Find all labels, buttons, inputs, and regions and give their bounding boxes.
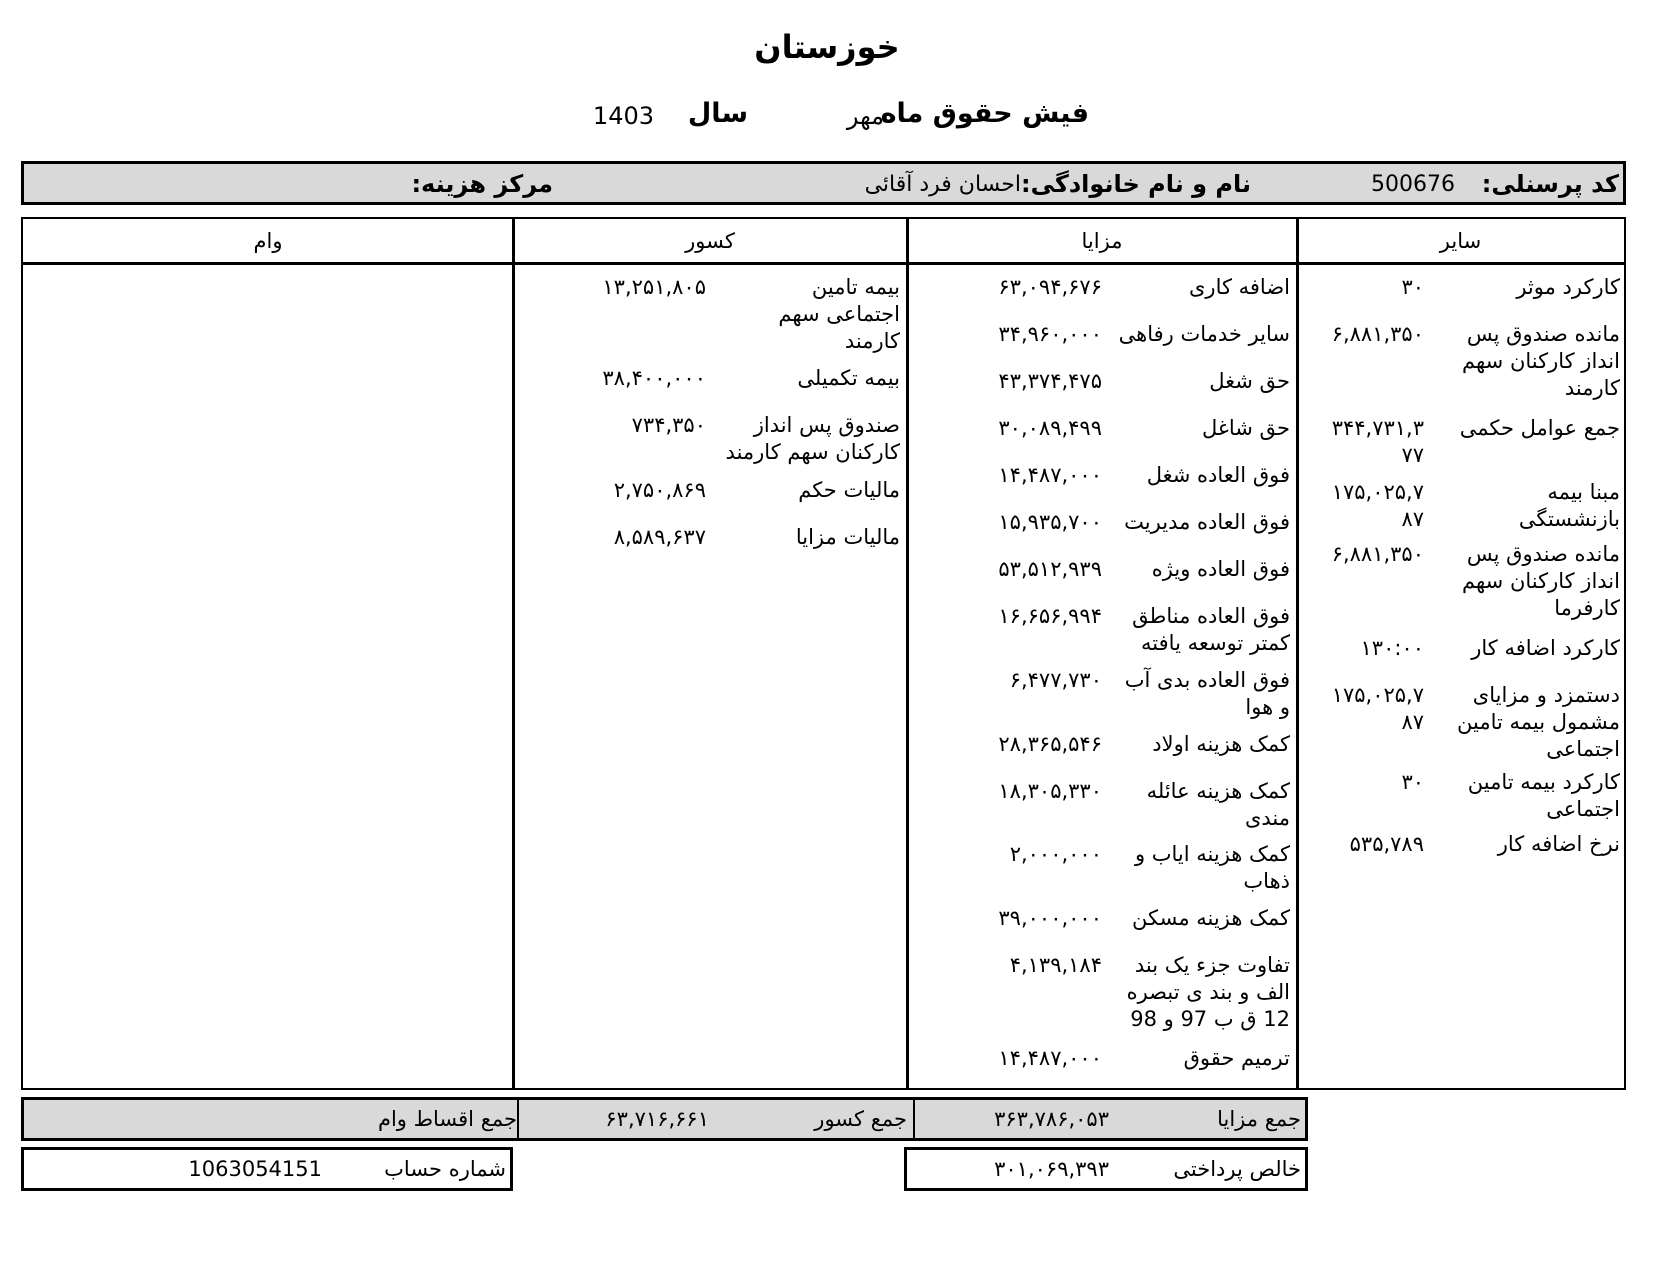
total-benefits-label: جمع مزایا [1217, 1107, 1301, 1131]
net-payment-label: خالص پرداختی [1173, 1157, 1301, 1181]
item-label: کارکرد بیمه تامین اجتماعی [1467, 770, 1620, 821]
item-label: حق شاغل [1201, 416, 1290, 440]
item-label: مالیات مزایا [795, 525, 900, 549]
item-value: ۳۴۴,۷۳۱,۳۷۷ [1331, 416, 1424, 467]
column-divider [512, 219, 515, 1088]
account-label: شماره حساب [384, 1157, 506, 1181]
net-payment-value: ۳۰۱,۰۶۹,۳۹۳ [994, 1157, 1109, 1181]
item-value: ۱۸,۳۰۵,۳۳۰ [998, 779, 1102, 803]
item-label: فوق العاده مدیریت [1124, 510, 1290, 534]
item-value: ۶,۸۸۱,۳۵۰ [1331, 322, 1424, 346]
total-benefits-value: ۳۶۳,۷۸۶,۰۵۳ [994, 1107, 1109, 1131]
item-label: مانده صندوق پس انداز کارکنان سهم کارفرما [1462, 542, 1620, 620]
item-value: ۱۶,۶۵۶,۹۹۴ [998, 604, 1102, 628]
item-value: ۴۳,۳۷۴,۴۷۵ [998, 369, 1102, 393]
item-value: ۱۴,۴۸۷,۰۰۰ [998, 1046, 1102, 1070]
item-label: کمک هزینه اولاد [1152, 732, 1290, 756]
item-label: مبنا بیمه بازنشستگی [1518, 480, 1620, 531]
item-value: ۵۳۵,۷۸۹ [1349, 832, 1424, 856]
column-header-benefits: مزایا [907, 219, 1297, 265]
employee-name: احسان فرد آقائی [864, 172, 1021, 197]
item-value: ۱۴,۴۸۷,۰۰۰ [998, 463, 1102, 487]
item-value: ۱۳۰:۰۰ [1360, 636, 1424, 660]
employee-header [21, 161, 1626, 205]
item-value: ۸,۵۸۹,۶۳۷ [613, 525, 706, 549]
item-label: کمک هزینه مسکن [1132, 906, 1290, 930]
item-label: اضافه کاری [1188, 275, 1290, 299]
total-deductions-label: جمع کسور [814, 1107, 907, 1131]
item-value: ۱۳,۲۵۱,۸۰۵ [602, 275, 706, 299]
payslip-table [21, 217, 1626, 1090]
item-label: کمک هزینه عائله مندی [1146, 779, 1290, 830]
item-value: ۳۰,۰۸۹,۴۹۹ [998, 416, 1102, 440]
slip-month: مهر [846, 102, 884, 130]
slip-title: فیش حقوق ماه [880, 98, 1089, 129]
item-label: کمک هزینه ایاب و ذهاب [1134, 842, 1290, 893]
item-label: سایر خدمات رفاهی [1118, 322, 1290, 346]
name-label: نام و نام خانوادگی: [1021, 170, 1251, 198]
item-value: ۵۳,۵۱۲,۹۳۹ [998, 557, 1102, 581]
item-value: ۱۷۵,۰۲۵,۷۸۷ [1331, 683, 1424, 734]
item-value: ۳۸,۴۰۰,۰۰۰ [602, 366, 706, 390]
item-value: ۲۸,۳۶۵,۵۴۶ [998, 732, 1102, 756]
province-title: خوزستان [754, 28, 900, 66]
item-label: بیمه تکمیلی [797, 366, 900, 390]
item-value: ۳۰ [1401, 770, 1424, 794]
item-label: کارکرد موثر [1516, 275, 1620, 299]
account-box [21, 1147, 513, 1191]
item-label: صندوق پس انداز کارکنان سهم کارمند [725, 413, 900, 464]
item-value: ۶,۴۷۷,۷۳۰ [1009, 668, 1102, 692]
item-label: بیمه تامین اجتماعی سهم کارمند [778, 275, 900, 353]
item-label: تفاوت جزء یک بند الف و بند ی تبصره 12 ق ب 97 و 98 [1126, 953, 1290, 1031]
item-label: دستمزد و مزایای مشمول بیمه تامین اجتماعی [1457, 683, 1620, 761]
total-loan-label: جمع اقساط وام [377, 1107, 517, 1131]
item-value: ۲,۰۰۰,۰۰۰ [1009, 842, 1102, 866]
item-label: کارکرد اضافه کار [1471, 636, 1620, 660]
personnel-code-label: کد پرسنلی: [1481, 170, 1619, 198]
item-value: ۳۴,۹۶۰,۰۰۰ [998, 322, 1102, 346]
item-value: ۷۳۴,۳۵۰ [631, 413, 706, 437]
item-value: ۶,۸۸۱,۳۵۰ [1331, 542, 1424, 566]
column-divider [1296, 219, 1299, 1088]
item-label: فوق العاده ویژه [1151, 557, 1290, 581]
slip-year: 1403 [592, 102, 654, 130]
totals-divider [913, 1100, 915, 1138]
item-value: ۱۵,۹۳۵,۷۰۰ [998, 510, 1102, 534]
column-header-deductions: کسور [513, 219, 907, 265]
totals-divider [517, 1100, 519, 1138]
item-value: ۳۹,۰۰۰,۰۰۰ [998, 906, 1102, 930]
item-label: ترمیم حقوق [1183, 1046, 1290, 1070]
item-value: ۱۷۵,۰۲۵,۷۸۷ [1331, 480, 1424, 531]
item-value: ۲,۷۵۰,۸۶۹ [613, 478, 706, 502]
totals-bar [21, 1097, 1308, 1141]
item-label: حق شغل [1209, 369, 1290, 393]
item-label: فوق العاده مناطق کمتر توسعه یافته [1132, 604, 1290, 655]
net-payment-box [904, 1147, 1308, 1191]
item-value: ۶۳,۰۹۴,۶۷۶ [998, 275, 1102, 299]
column-header-other: سایر [1297, 219, 1624, 265]
item-label: مانده صندوق پس انداز کارکنان سهم کارمند [1462, 322, 1620, 400]
account-number: 1063054151 [188, 1157, 322, 1181]
total-deductions-value: ۶۳,۷۱۶,۶۶۱ [605, 1107, 709, 1131]
cost-center-label: مرکز هزینه: [411, 170, 553, 198]
item-label: جمع عوامل حکمی [1459, 416, 1620, 440]
year-label: سال [687, 98, 748, 129]
item-label: مالیات حکم [798, 478, 900, 502]
item-value: ۳۰ [1401, 275, 1424, 299]
item-label: فوق العاده بدی آب و هوا [1124, 668, 1290, 719]
item-label: نرخ اضافه کار [1497, 832, 1620, 856]
item-label: فوق العاده شغل [1146, 463, 1290, 487]
personnel-code: 500676 [1371, 172, 1455, 197]
column-header-loan: وام [23, 219, 513, 265]
item-value: ۴,۱۳۹,۱۸۴ [1009, 953, 1102, 977]
column-divider [906, 219, 909, 1088]
